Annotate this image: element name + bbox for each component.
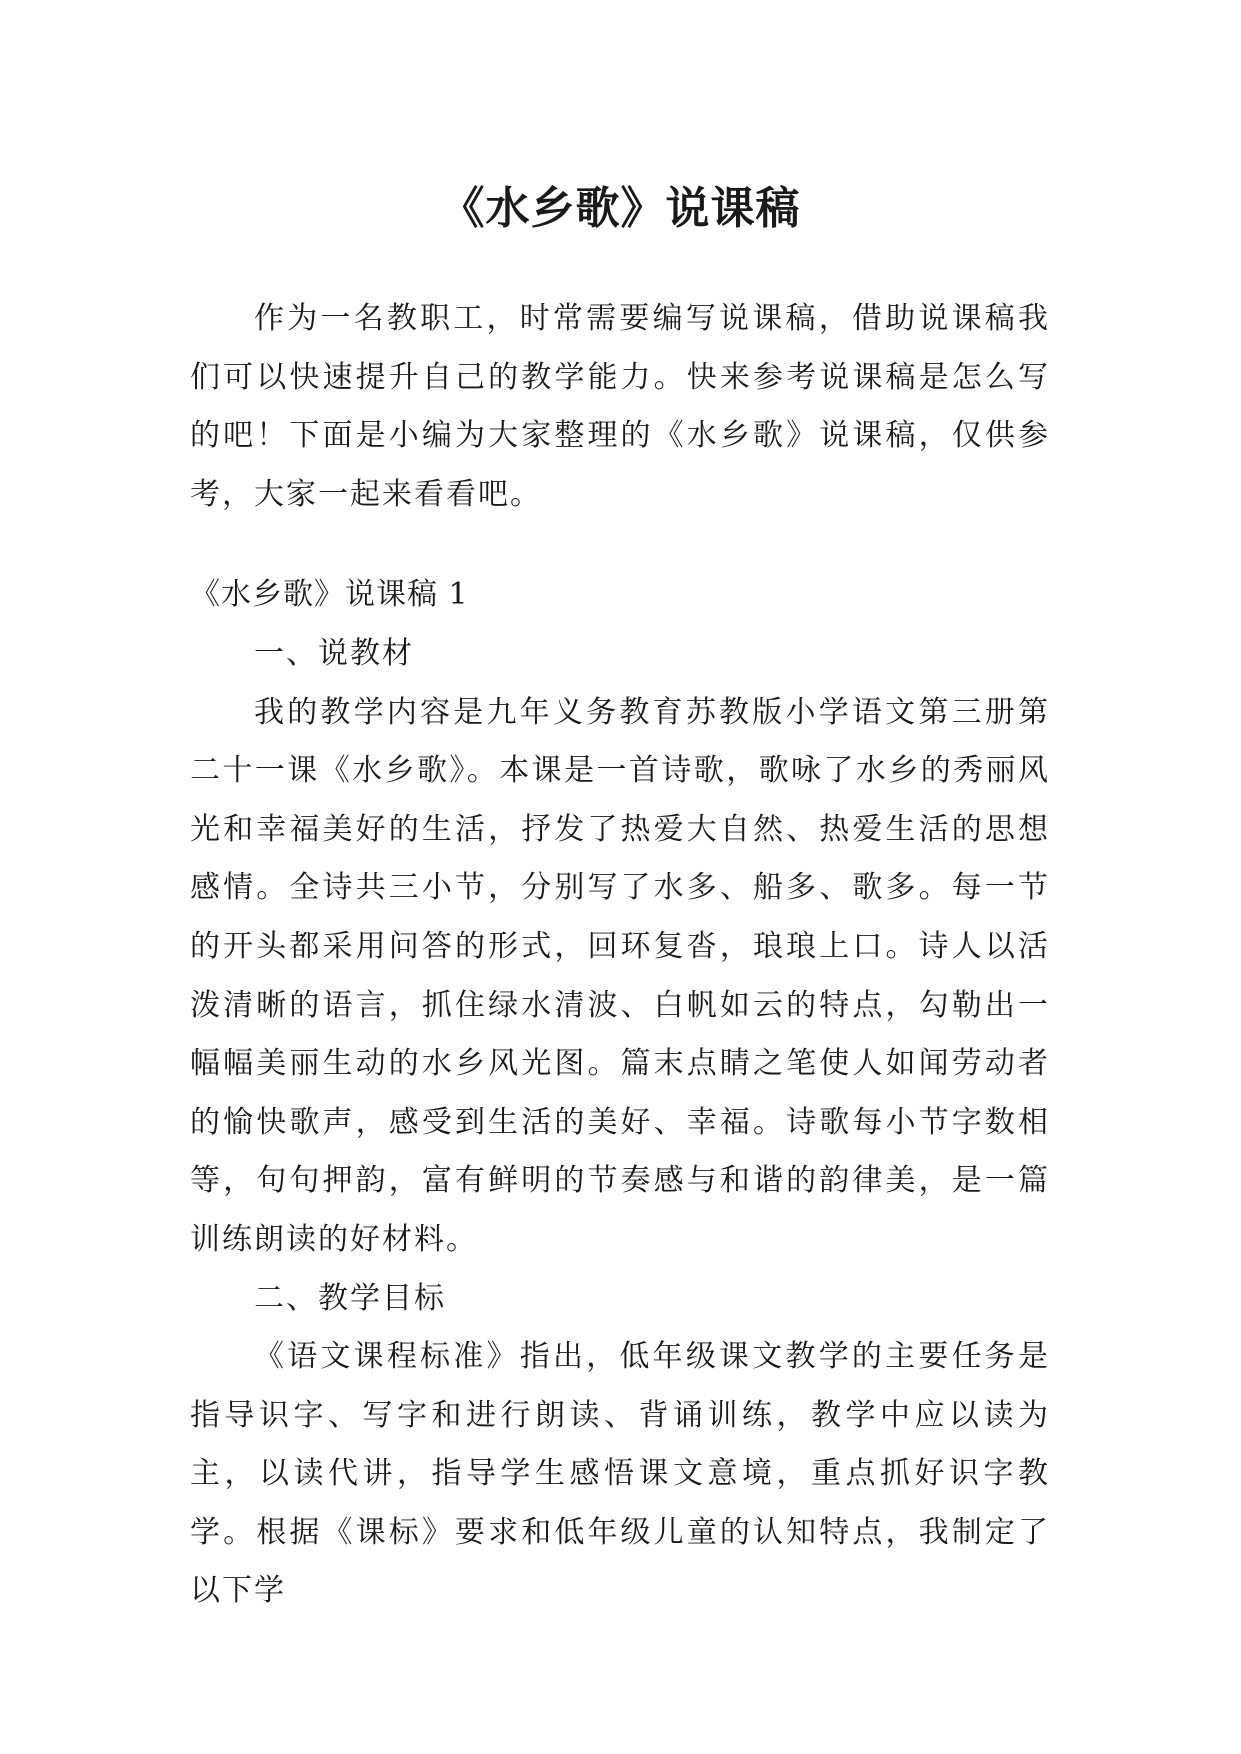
heading-teaching-material: 一、说教材	[254, 635, 414, 671]
document-body	[190, 290, 1050, 1621]
page-title: 《水乡歌》说课稿	[440, 183, 801, 235]
section-title: 《水乡歌》说课稿 1	[190, 577, 469, 613]
intro-paragraph: 作为一名教职工，时常需要编写说课稿，借助说课稿我们可以快速提升自己的教学能力。快来参考说课稿是怎么写的吧！下面是小编为大家整理的《水乡歌》说课稿，仅供参考，大家一起来看看吧。	[190, 301, 1050, 512]
heading-teaching-goals: 二、教学目标	[254, 1280, 446, 1316]
teaching-goals-paragraph: 《语文课程标准》指出，低年级课文教学的主要任务是指导识字、写字和进行朗读、背诵训练，教学中应以读为主，以读代讲，指导学生感悟课文意境，重点抓好识字教学。根据《课标》要求和低年级儿童的认知特点，我制定了以下学	[190, 1339, 1050, 1609]
teaching-material-paragraph: 我的教学内容是九年义务教育苏教版小学语文第三册第二十一课《水乡歌》。本课是一首诗歌，歌咏了水乡的秀丽风光和幸福美好的生活，抒发了热爱大自然、热爱生活的思想感情。全诗共三小节，分别写了水多、船多、歌多。每一节的开头都采用问答的形式，回环复沓，琅琅上口。诗人以活泼清晰的语言，抓住绿水清波、白帆如云的特点，勾勒出一幅幅美丽生动的水乡风光图。篇末点睛之笔使人如闻劳动者的愉快歌声，感受到生活的美好、幸福。诗歌每小节字数相等，句句押韵，富有鲜明的节奏感与和谐的韵律美，是一篇训练朗读的好材料。	[190, 694, 1050, 1257]
paragraph-spacer	[190, 524, 1050, 566]
